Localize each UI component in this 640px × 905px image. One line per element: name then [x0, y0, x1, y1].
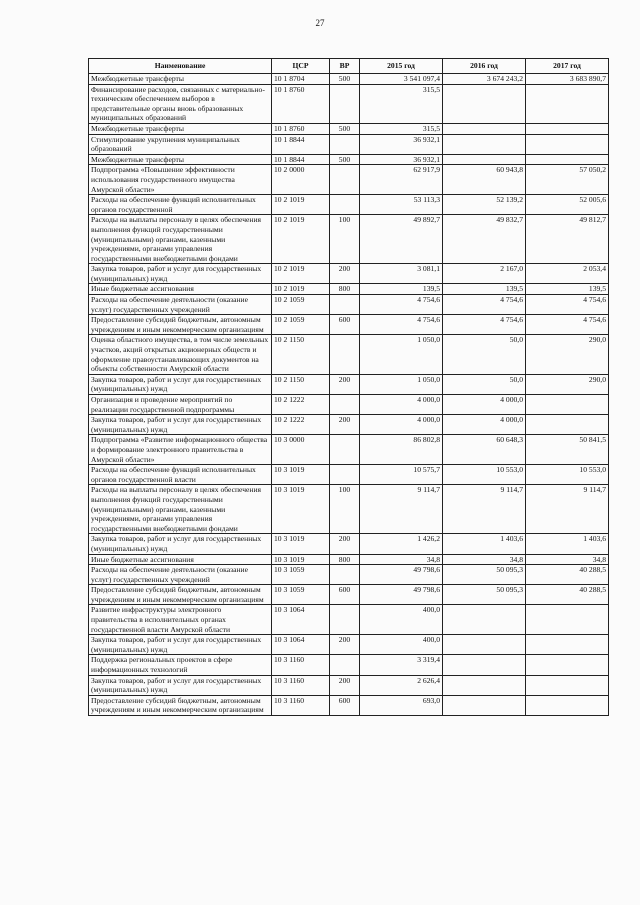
cell-name: Закупка товаров, работ и услуг для государственных (муниципальных) нужд — [89, 415, 272, 435]
cell-2017 — [526, 655, 609, 675]
cell-csr: 10 2 1019 — [272, 215, 330, 264]
cell-vr — [330, 84, 360, 123]
header-2015: 2015 год — [360, 59, 443, 74]
cell-csr: 10 2 1019 — [272, 195, 330, 215]
cell-vr: 800 — [330, 554, 360, 565]
cell-csr: 10 1 8844 — [272, 134, 330, 154]
header-csr: ЦСР — [272, 59, 330, 74]
cell-name: Расходы на выплаты персоналу в целях обеспечения выполнения функций государственными (муниципальными) органами, казенными учреждениями, органами управления государственными внебюджетными фондами — [89, 485, 272, 534]
table-row — [89, 315, 609, 335]
cell-2015: 315,5 — [360, 123, 443, 134]
cell-csr: 10 3 1059 — [272, 565, 330, 585]
cell-2015: 1 050,0 — [360, 374, 443, 394]
cell-name: Предоставление субсидий бюджетным, автономным учреждениям и иным некоммерческим организациям — [89, 585, 272, 605]
cell-2016: 10 553,0 — [443, 465, 526, 485]
cell-2017 — [526, 123, 609, 134]
table-row — [89, 264, 609, 284]
cell-2015: 1 426,2 — [360, 534, 443, 554]
table-row — [89, 295, 609, 315]
cell-name: Предоставление субсидий бюджетным, автономным учреждениям и иным некоммерческим организациям — [89, 315, 272, 335]
cell-vr — [330, 395, 360, 415]
cell-2016 — [443, 605, 526, 635]
cell-csr: 10 2 1059 — [272, 295, 330, 315]
cell-csr: 10 2 1019 — [272, 264, 330, 284]
cell-2016: 50 095,3 — [443, 565, 526, 585]
table-row — [89, 284, 609, 295]
cell-name: Подпрограмма «Повышение эффективности использования государственного имущества Амурской области» — [89, 165, 272, 195]
budget-table — [88, 58, 609, 716]
cell-2016 — [443, 123, 526, 134]
cell-2017: 34,8 — [526, 554, 609, 565]
cell-2017: 50 841,5 — [526, 435, 609, 465]
cell-vr — [330, 195, 360, 215]
cell-name: Стимулирование укрупнения муниципальных образований — [89, 134, 272, 154]
cell-name: Подпрограмма «Развитие информационного общества и формирование электронного правительства в Амурской области» — [89, 435, 272, 465]
cell-csr: 10 3 1019 — [272, 485, 330, 534]
table-row — [89, 485, 609, 534]
cell-2015: 86 802,8 — [360, 435, 443, 465]
cell-vr — [330, 465, 360, 485]
cell-vr: 200 — [330, 415, 360, 435]
table-row — [89, 415, 609, 435]
cell-2017: 49 812,7 — [526, 215, 609, 264]
cell-vr: 100 — [330, 215, 360, 264]
cell-2016: 34,8 — [443, 554, 526, 565]
cell-csr: 10 3 1064 — [272, 635, 330, 655]
cell-csr: 10 2 1222 — [272, 415, 330, 435]
cell-name: Расходы на обеспечение деятельности (оказание услуг) государственных учреждений — [89, 295, 272, 315]
cell-vr: 500 — [330, 74, 360, 85]
cell-2016 — [443, 695, 526, 715]
cell-2017 — [526, 395, 609, 415]
cell-csr: 10 2 0000 — [272, 165, 330, 195]
cell-2015: 4 000,0 — [360, 415, 443, 435]
cell-vr: 600 — [330, 695, 360, 715]
cell-name: Расходы на обеспечение деятельности (оказание услуг) государственных учреждений — [89, 565, 272, 585]
cell-csr: 10 2 1222 — [272, 395, 330, 415]
table-row — [89, 465, 609, 485]
cell-2016 — [443, 84, 526, 123]
table-row — [89, 123, 609, 134]
cell-2015: 4 754,6 — [360, 295, 443, 315]
cell-2016 — [443, 635, 526, 655]
cell-2015: 400,0 — [360, 635, 443, 655]
cell-name: Предоставление субсидий бюджетным, автономным учреждениям и иным некоммерческим организациям — [89, 695, 272, 715]
cell-name: Расходы на обеспечение функций исполнительных органов государственной — [89, 195, 272, 215]
cell-vr — [330, 435, 360, 465]
cell-csr: 10 3 1019 — [272, 534, 330, 554]
cell-2015: 400,0 — [360, 605, 443, 635]
cell-2015: 3 081,1 — [360, 264, 443, 284]
cell-name: Межбюджетные трансферты — [89, 154, 272, 165]
cell-2016 — [443, 134, 526, 154]
cell-2015: 3 541 097,4 — [360, 74, 443, 85]
table-row — [89, 374, 609, 394]
cell-2017: 57 050,2 — [526, 165, 609, 195]
cell-csr: 10 2 1059 — [272, 315, 330, 335]
table-row — [89, 635, 609, 655]
cell-name: Закупка товаров, работ и услуг для государственных (муниципальных) нужд — [89, 534, 272, 554]
cell-2017: 290,0 — [526, 374, 609, 394]
cell-name: Финансирование расходов, связанных с материально-техническим обеспечением выборов в представительные органы вновь образованных муниципальных образований — [89, 84, 272, 123]
cell-2016: 60 943,8 — [443, 165, 526, 195]
cell-csr: 10 1 8760 — [272, 123, 330, 134]
cell-2015: 4 000,0 — [360, 395, 443, 415]
cell-name: Расходы на обеспечение функций исполнительных органов государственной власти — [89, 465, 272, 485]
cell-2017: 4 754,6 — [526, 295, 609, 315]
cell-2015: 10 575,7 — [360, 465, 443, 485]
cell-2016: 9 114,7 — [443, 485, 526, 534]
cell-csr: 10 2 1150 — [272, 335, 330, 374]
cell-2017: 2 053,4 — [526, 264, 609, 284]
cell-2017: 40 288,5 — [526, 565, 609, 585]
cell-2017 — [526, 695, 609, 715]
table-row — [89, 154, 609, 165]
cell-2015: 4 754,6 — [360, 315, 443, 335]
cell-2016: 139,5 — [443, 284, 526, 295]
cell-vr: 200 — [330, 675, 360, 695]
cell-2017 — [526, 134, 609, 154]
cell-vr — [330, 335, 360, 374]
table-row — [89, 165, 609, 195]
table-row — [89, 554, 609, 565]
cell-2017: 290,0 — [526, 335, 609, 374]
cell-2017: 10 553,0 — [526, 465, 609, 485]
cell-2015: 139,5 — [360, 284, 443, 295]
cell-2017 — [526, 605, 609, 635]
cell-2015: 49 798,6 — [360, 565, 443, 585]
cell-csr: 10 2 1150 — [272, 374, 330, 394]
table-row — [89, 215, 609, 264]
cell-vr: 200 — [330, 374, 360, 394]
cell-2015: 62 917,9 — [360, 165, 443, 195]
table-row — [89, 695, 609, 715]
cell-csr: 10 3 1064 — [272, 605, 330, 635]
cell-2015: 49 892,7 — [360, 215, 443, 264]
cell-name: Иные бюджетные ассигнования — [89, 554, 272, 565]
cell-2017 — [526, 675, 609, 695]
cell-2015: 315,5 — [360, 84, 443, 123]
cell-2016: 52 139,2 — [443, 195, 526, 215]
cell-2017: 4 754,6 — [526, 315, 609, 335]
cell-2015: 1 050,0 — [360, 335, 443, 374]
cell-2016 — [443, 675, 526, 695]
header-2016: 2016 год — [443, 59, 526, 74]
cell-vr — [330, 605, 360, 635]
header-name: Наименование — [89, 59, 272, 74]
cell-name: Развитие инфраструктуры электронного правительства в исполнительных органах государственной власти Амурской области — [89, 605, 272, 635]
cell-vr: 500 — [330, 154, 360, 165]
cell-vr: 800 — [330, 284, 360, 295]
cell-2017: 9 114,7 — [526, 485, 609, 534]
cell-name: Иные бюджетные ассигнования — [89, 284, 272, 295]
table-row — [89, 565, 609, 585]
cell-name: Закупка товаров, работ и услуг для государственных (муниципальных) нужд — [89, 264, 272, 284]
cell-vr — [330, 295, 360, 315]
cell-2016: 50 095,3 — [443, 585, 526, 605]
table-row — [89, 84, 609, 123]
cell-2016: 60 648,3 — [443, 435, 526, 465]
cell-2017: 1 403,6 — [526, 534, 609, 554]
table-row — [89, 605, 609, 635]
cell-vr: 100 — [330, 485, 360, 534]
header-2017: 2017 год — [526, 59, 609, 74]
table-row — [89, 585, 609, 605]
cell-2017 — [526, 635, 609, 655]
cell-2015: 53 113,3 — [360, 195, 443, 215]
table-row — [89, 675, 609, 695]
cell-csr: 10 3 1059 — [272, 585, 330, 605]
cell-name: Закупка товаров, работ и услуг для государственных (муниципальных) нужд — [89, 374, 272, 394]
table-row — [89, 335, 609, 374]
table-row — [89, 435, 609, 465]
table-header-row — [89, 59, 609, 74]
cell-2017 — [526, 154, 609, 165]
cell-vr: 500 — [330, 123, 360, 134]
cell-2016: 1 403,6 — [443, 534, 526, 554]
cell-vr — [330, 165, 360, 195]
cell-vr: 200 — [330, 635, 360, 655]
cell-2015: 36 932,1 — [360, 154, 443, 165]
cell-2017: 52 005,6 — [526, 195, 609, 215]
cell-vr: 200 — [330, 534, 360, 554]
table-row — [89, 195, 609, 215]
cell-2016: 4 754,6 — [443, 295, 526, 315]
page-number: 27 — [315, 18, 325, 28]
cell-name: Закупка товаров, работ и услуг для государственных (муниципальных) нужд — [89, 675, 272, 695]
cell-2017 — [526, 84, 609, 123]
cell-2016: 50,0 — [443, 374, 526, 394]
cell-2016: 4 000,0 — [443, 415, 526, 435]
cell-vr — [330, 565, 360, 585]
table-row — [89, 134, 609, 154]
cell-csr: 10 3 1019 — [272, 465, 330, 485]
cell-2016: 4 754,6 — [443, 315, 526, 335]
cell-name: Расходы на выплаты персоналу в целях обеспечения выполнения функций государственными (муниципальными) органами, казенными учреждениями, органами управления государственными внебюджетными фондами — [89, 215, 272, 264]
cell-2017 — [526, 415, 609, 435]
cell-2015: 693,0 — [360, 695, 443, 715]
table-row — [89, 534, 609, 554]
cell-name: Закупка товаров, работ и услуг для государственных (муниципальных) нужд — [89, 635, 272, 655]
cell-2017: 40 288,5 — [526, 585, 609, 605]
cell-vr — [330, 134, 360, 154]
cell-csr: 10 3 1160 — [272, 655, 330, 675]
cell-2015: 34,8 — [360, 554, 443, 565]
cell-2015: 3 319,4 — [360, 655, 443, 675]
cell-vr — [330, 655, 360, 675]
cell-vr: 600 — [330, 585, 360, 605]
cell-csr: 10 3 0000 — [272, 435, 330, 465]
table-row — [89, 395, 609, 415]
cell-name: Межбюджетные трансферты — [89, 123, 272, 134]
cell-2016: 49 832,7 — [443, 215, 526, 264]
cell-vr: 600 — [330, 315, 360, 335]
cell-2017: 139,5 — [526, 284, 609, 295]
cell-csr: 10 3 1160 — [272, 695, 330, 715]
cell-2016: 4 000,0 — [443, 395, 526, 415]
cell-csr: 10 2 1019 — [272, 284, 330, 295]
cell-name: Организация и проведение мероприятий по реализации государственной подпрограммы — [89, 395, 272, 415]
cell-2016 — [443, 154, 526, 165]
cell-2016: 2 167,0 — [443, 264, 526, 284]
cell-2015: 9 114,7 — [360, 485, 443, 534]
cell-name: Оценка областного имущества, в том числе земельных участков, акций открытых акционерных обществ и оформление правоустанавливающих документов на объекты собственности Амурской области — [89, 335, 272, 374]
cell-csr: 10 3 1160 — [272, 675, 330, 695]
cell-2015: 49 798,6 — [360, 585, 443, 605]
cell-vr: 200 — [330, 264, 360, 284]
cell-csr: 10 3 1019 — [272, 554, 330, 565]
cell-2016 — [443, 655, 526, 675]
cell-csr: 10 1 8844 — [272, 154, 330, 165]
header-vr: ВР — [330, 59, 360, 74]
cell-name: Поддержка региональных проектов в сфере информационных технологий — [89, 655, 272, 675]
cell-2016: 3 674 243,2 — [443, 74, 526, 85]
cell-csr: 10 1 8760 — [272, 84, 330, 123]
cell-name: Межбюджетные трансферты — [89, 74, 272, 85]
cell-2015: 36 932,1 — [360, 134, 443, 154]
table-row — [89, 655, 609, 675]
cell-2016: 50,0 — [443, 335, 526, 374]
cell-csr: 10 1 8704 — [272, 74, 330, 85]
table-row — [89, 74, 609, 85]
cell-2015: 2 626,4 — [360, 675, 443, 695]
cell-2017: 3 683 890,7 — [526, 74, 609, 85]
